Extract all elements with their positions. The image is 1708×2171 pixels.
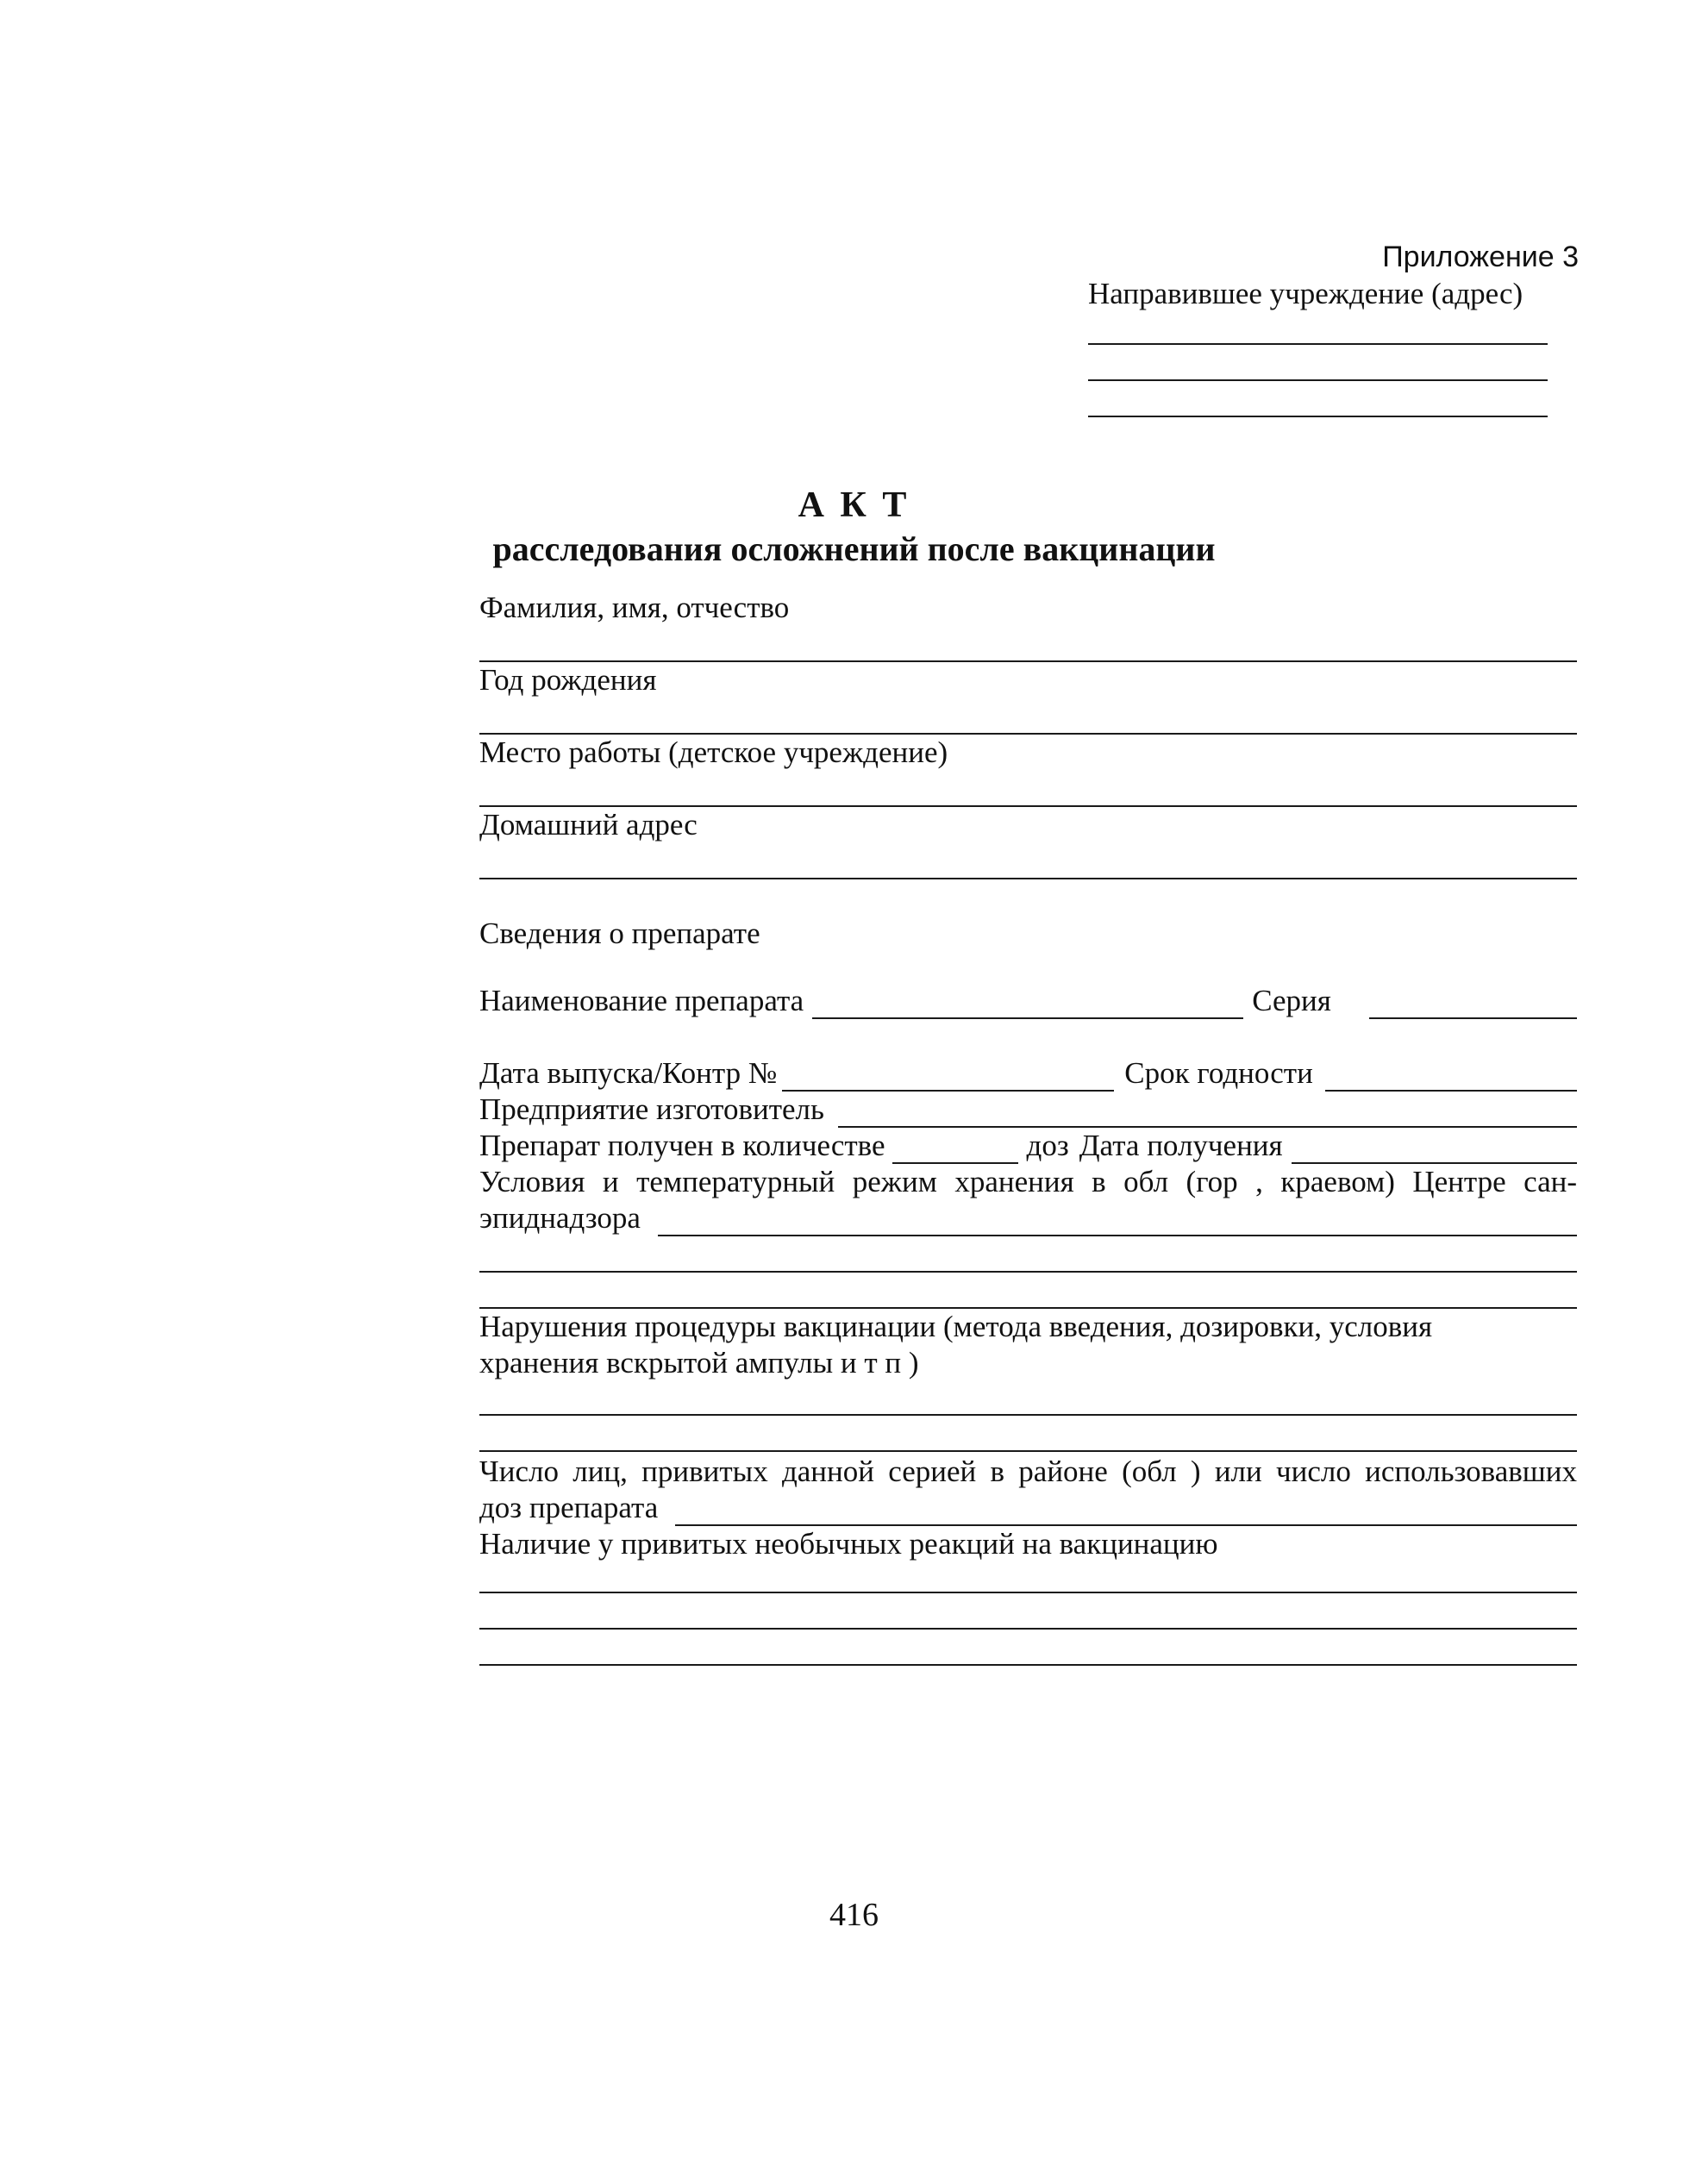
sender-address-line-3[interactable]: [1088, 416, 1548, 417]
storage-row: [479, 1200, 1577, 1236]
reactions-line-3[interactable]: [479, 1664, 1577, 1666]
fio-label: Фамилия, имя, отчество: [479, 591, 790, 624]
violations-line2: хранения вскрытой ампулы и т п ): [479, 1346, 919, 1380]
vaccinated-text-line1: Число лиц, привитых данной серией в районе (обл ) или число использовавших: [479, 1455, 1577, 1488]
violations-line-a[interactable]: [479, 1414, 1577, 1416]
appendix-label: Приложение 3: [1382, 241, 1579, 273]
series-line[interactable]: [1369, 992, 1577, 1019]
reactions-line-2[interactable]: [479, 1628, 1577, 1630]
drug-name-row: [479, 983, 1577, 1019]
birth-year-label: Год рождения: [479, 663, 657, 697]
manufacturer-line[interactable]: [838, 1100, 1577, 1128]
release-date-label: Дата выпуска/Контр №: [479, 1056, 778, 1090]
received-qty-label: Препарат получен в количестве: [479, 1129, 885, 1162]
violations-line1: Нарушения процедуры вакцинации (метода введения, дозировки, условия: [479, 1310, 1433, 1343]
expiry-line[interactable]: [1325, 1064, 1577, 1092]
manufacturer-label: Предприятие изготовитель: [479, 1092, 824, 1126]
received-qty-line[interactable]: [892, 1136, 1018, 1164]
document-subtitle: расследования осложнений после вакцинации: [492, 529, 1216, 568]
reactions-label: Наличие у привитых необычных реакций на вакцинацию: [479, 1527, 1218, 1561]
storage-line-2[interactable]: [479, 1271, 1577, 1273]
manufacturer-row: [479, 1092, 1577, 1128]
received-date-label: Дата получения: [1079, 1129, 1283, 1162]
workplace-label: Место работы (детское учреждение): [479, 735, 948, 769]
violations-line-b[interactable]: [479, 1450, 1577, 1452]
series-label: Серия: [1252, 984, 1331, 1017]
expiry-label: Срок годности: [1124, 1056, 1313, 1090]
page-number: 416: [829, 1897, 879, 1933]
received-date-line[interactable]: [1292, 1136, 1577, 1164]
storage-text-line1: Условия и температурный режим хранения в обл (гор , краевом) Центре сан-: [479, 1165, 1577, 1198]
home-address-line[interactable]: [479, 878, 1577, 879]
received-row: [479, 1128, 1577, 1164]
vaccinated-text-line2: доз препарата: [479, 1491, 659, 1524]
storage-text-line2: эпиднадзора: [479, 1201, 641, 1235]
storage-line-1[interactable]: [658, 1209, 1577, 1236]
drug-name-label: Наименование препарата: [479, 984, 804, 1017]
sender-address-line-1[interactable]: [1088, 343, 1548, 345]
reactions-line-1[interactable]: [479, 1592, 1577, 1593]
vaccinated-row: [479, 1490, 1577, 1526]
drug-section-heading: Сведения о препарате: [479, 917, 760, 950]
drug-name-line[interactable]: [812, 992, 1243, 1019]
doses-label: доз: [1026, 1129, 1069, 1162]
vaccinated-doses-line[interactable]: [675, 1498, 1577, 1526]
release-date-row: [479, 1055, 1577, 1092]
document-title: А К Т: [798, 485, 910, 525]
home-address-label: Домашний адрес: [479, 808, 698, 841]
sender-address-line-2[interactable]: [1088, 379, 1548, 381]
release-date-line[interactable]: [782, 1064, 1114, 1092]
sender-institution-label: Направившее учреждение (адрес): [1088, 277, 1523, 310]
